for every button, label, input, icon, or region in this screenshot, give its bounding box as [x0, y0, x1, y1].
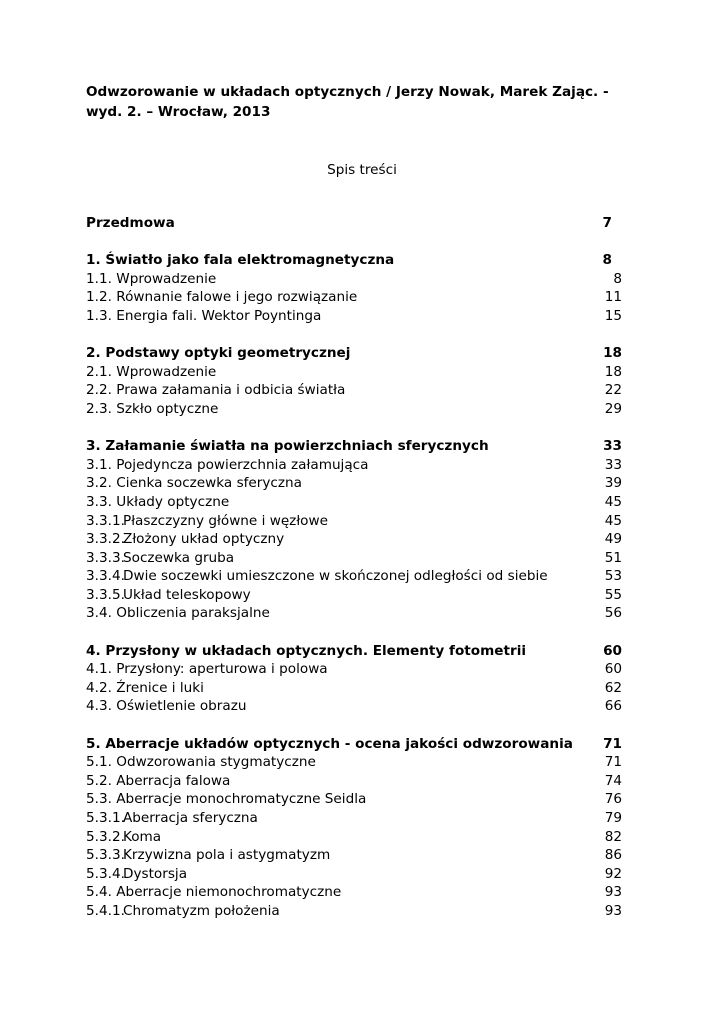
toc-entry-title: 5.4. Aberracje niemonochromatyczne: [86, 884, 342, 901]
toc-entry-number: 3.3.3.: [86, 549, 125, 566]
toc-page-number: 8: [602, 252, 612, 269]
toc-page-number: 82: [604, 828, 622, 845]
toc-entry-row: [86, 512, 622, 531]
toc-entry-text: Płaszczyzny główne i węzłowe: [123, 512, 328, 529]
section-gap: [86, 716, 622, 735]
toc-entry-row: [86, 530, 622, 549]
toc-entry-row: [86, 809, 622, 828]
toc-entry-title: 5. Aberracje układów optycznych - ocena jakości odwzorowania: [86, 735, 573, 752]
toc-page-number: 18: [604, 363, 622, 380]
toc-chapter-row: [86, 437, 622, 456]
toc-page-number: 71: [603, 735, 622, 752]
toc-entry-title: 3.4. Obliczenia paraksjalne: [86, 605, 270, 622]
toc-chapter-row: [86, 251, 622, 270]
toc-entry-row: [86, 288, 622, 307]
toc-chapter-row: [86, 642, 622, 661]
toc-entry-title: [86, 809, 258, 828]
toc-entry-row: [86, 846, 622, 865]
toc-page-number: 45: [604, 512, 622, 529]
toc-entry-title: 4.1. Przysłony: aperturowa i polowa: [86, 661, 328, 678]
toc-entry-row: [86, 567, 622, 586]
toc-entry-text: Złożony układ optyczny: [123, 531, 285, 548]
toc-entry-title: 3.2. Cienka soczewka sferyczna: [86, 475, 302, 492]
toc-entry-title: 1.1. Wprowadzenie: [86, 270, 217, 287]
toc-page-number: 33: [604, 456, 622, 473]
toc-entry-row: [86, 381, 622, 400]
section-gap: [86, 233, 622, 252]
toc-entry-number: 5.3.1.: [86, 810, 125, 826]
toc-entry-title: 1. Światło jako fala elektromagnetyczna: [86, 252, 395, 269]
toc-entry-row: [86, 549, 622, 568]
toc-entry-title: 4.2. Źrenice i luki: [86, 679, 204, 696]
toc-entry-text: Krzywizna pola i astygmatyzm: [123, 847, 331, 864]
toc-entry-row: [86, 753, 622, 772]
toc-entry-title: Przedmowa: [86, 215, 175, 231]
toc-entry-text: Aberracja sferyczna: [123, 810, 258, 826]
toc-entry-row: [86, 790, 622, 809]
toc-entry-row: [86, 456, 622, 475]
toc-page-number: 29: [604, 400, 622, 417]
toc-entry-text: Chromatyzm położenia: [123, 902, 280, 919]
toc-entry-row: [86, 474, 622, 493]
toc-page-number: 60: [604, 661, 622, 678]
toc-entry-title: 2.3. Szkło optyczne: [86, 400, 219, 417]
toc-page-number: 7: [602, 215, 612, 231]
toc-entry-row: [86, 400, 622, 419]
toc-entry-title: 3.1. Pojedyncza powierzchnia załamująca: [86, 456, 369, 473]
toc-entry-number: 3.3.1.: [86, 512, 125, 529]
toc-entry-title: 2.2. Prawa załamania i odbicia światła: [86, 382, 346, 399]
toc-entry-title: 1.3. Energia fali. Wektor Poyntinga: [86, 307, 322, 324]
toc-page-number: 22: [604, 382, 622, 399]
toc-page-number: 18: [603, 345, 622, 362]
toc-chapter-row: [86, 214, 622, 233]
toc-entry-title: [86, 567, 548, 586]
toc-entry-title: 3.3. Układy optyczne: [86, 493, 230, 510]
toc-entry-number: 5.3.4.: [86, 865, 125, 882]
toc-entry-title: [86, 865, 187, 884]
toc-entry-row: [86, 586, 622, 605]
toc-entry-row: [86, 902, 622, 921]
toc-entry-title: [86, 512, 328, 531]
toc-entry-number: 3.3.5.: [86, 586, 125, 603]
toc-entry-row: [86, 604, 622, 623]
toc-page-number: 53: [604, 568, 622, 585]
toc-entry-row: [86, 679, 622, 698]
toc-page-number: 74: [604, 772, 622, 789]
section-gap: [86, 326, 622, 345]
toc-page-number: 39: [604, 475, 622, 492]
toc-entry-row: [86, 865, 622, 884]
toc-page-number: 49: [604, 531, 622, 548]
toc-page-number: 71: [604, 754, 622, 771]
toc-entry-title: [86, 530, 284, 549]
toc-entry-text: Koma: [123, 828, 162, 845]
table-of-contents: [86, 214, 622, 921]
toc-entry-row: [86, 307, 622, 326]
toc-entry-row: [86, 697, 622, 716]
toc-chapter-row: [86, 735, 622, 754]
toc-entry-title: 2. Podstawy optyki geometrycznej: [86, 345, 351, 362]
toc-entry-row: [86, 660, 622, 679]
toc-entry-text: Układ teleskopowy: [123, 586, 251, 603]
toc-page-number: 62: [604, 679, 622, 696]
toc-page-number: 11: [604, 289, 622, 306]
toc-entry-title: 1.2. Równanie falowe i jego rozwiązanie: [86, 289, 358, 306]
toc-entry-number: 3.3.2.: [86, 531, 125, 548]
toc-entry-number: 5.3.3.: [86, 847, 125, 864]
toc-page-number: 86: [604, 847, 622, 864]
toc-entry-title: [86, 902, 280, 921]
toc-entry-text: Dwie soczewki umieszczone w skończonej odległości od siebie: [123, 568, 548, 585]
toc-chapter-row: [86, 344, 622, 363]
toc-page-number: 45: [604, 493, 622, 510]
toc-entry-title: 5.1. Odwzorowania stygmatyczne: [86, 754, 316, 771]
toc-heading: Spis treści: [327, 162, 397, 178]
toc-entry-row: [86, 270, 622, 289]
toc-page-number: 79: [604, 810, 622, 826]
toc-entry-row: [86, 772, 622, 791]
toc-entry-title: 5.2. Aberracja falowa: [86, 772, 231, 789]
toc-entry-row: [86, 493, 622, 512]
toc-page-number: 15: [604, 307, 622, 324]
toc-entry-text: Dystorsja: [123, 865, 188, 882]
toc-entry-title: 4. Przysłony w układach optycznych. Elementy fotometrii: [86, 642, 527, 659]
section-gap: [86, 623, 622, 642]
toc-page-number: 55: [604, 586, 622, 603]
toc-entry-title: 2.1. Wprowadzenie: [86, 363, 217, 380]
toc-entry-title: [86, 828, 161, 847]
toc-entry-title: 3. Załamanie światła na powierzchniach sferycznych: [86, 438, 489, 455]
document-title: Odwzorowanie w układach optycznych / Jerzy Nowak, Marek Zając. - wyd. 2. – Wrocław, 2013: [86, 84, 609, 120]
toc-entry-title: 4.3. Oświetlenie obrazu: [86, 698, 247, 715]
toc-entry-title: [86, 586, 251, 605]
toc-entry-title: [86, 846, 330, 865]
toc-entry-title: 5.3. Aberracje monochromatyczne Seidla: [86, 791, 367, 808]
toc-page-number: 93: [604, 902, 622, 919]
toc-entry-number: 5.4.1.: [86, 902, 125, 919]
toc-entry-title: [86, 549, 234, 568]
toc-page-number: 51: [604, 549, 622, 566]
toc-page-number: 60: [603, 642, 622, 659]
toc-page-number: 8: [613, 270, 622, 287]
toc-entry-row: [86, 828, 622, 847]
toc-page-number: 76: [604, 791, 622, 808]
toc-page-number: 33: [603, 438, 622, 455]
toc-page-number: 92: [604, 865, 622, 882]
section-gap: [86, 419, 622, 438]
toc-entry-number: 3.3.4.: [86, 568, 125, 585]
toc-entry-number: 5.3.2.: [86, 828, 125, 845]
toc-entry-text: Soczewka gruba: [123, 549, 235, 566]
toc-page-number: 66: [604, 698, 622, 715]
toc-page-number: 56: [604, 605, 622, 622]
toc-entry-row: [86, 883, 622, 902]
toc-page-number: 93: [604, 884, 622, 901]
toc-entry-row: [86, 363, 622, 382]
